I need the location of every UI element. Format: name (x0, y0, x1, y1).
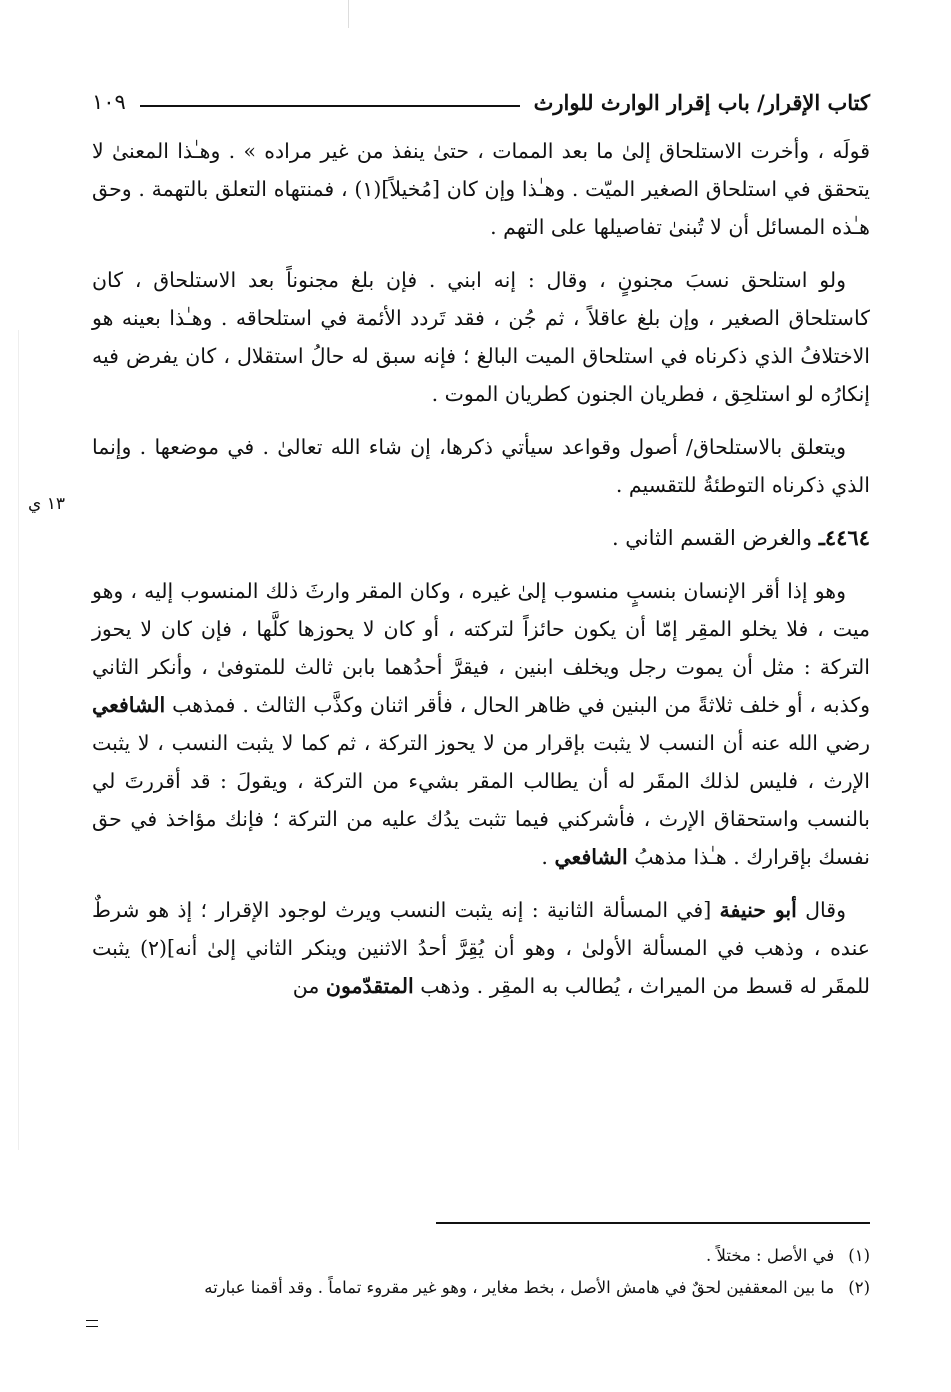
paragraph-4-end: . (541, 845, 548, 869)
header-rule (140, 105, 520, 107)
paragraph-2: ولو استلحق نسبَ مجنونٍ ، وقال : إنه ابني . فإن بلغ مجنوناً بعد الاستلحاق ، كان كاستلحاق الصغير ، وإن بلغ عاقلاً ، ثم جُن ، فقد تَردد الأئمة في استلحاقه . وهـٰذا بعينه هو الاختلافُ الذي ذكرناه في استلحاق الميت البالغ ؛ فإنه سبق له حالُ استقلال ، كان يفرض فيه إنكارُه لو استلحِق ، فطريان الجنون كطريان الموت . (92, 268, 870, 406)
page-number: ١٠٩ (92, 90, 126, 114)
main-text (92, 132, 870, 1020)
section-title: والغرض القسم الثاني . (611, 526, 813, 550)
footnote-2 (92, 1272, 870, 1304)
continuation-mark (86, 1326, 98, 1327)
paragraph-5-end: من (292, 974, 320, 998)
footnote-number: (١) (848, 1246, 870, 1265)
footnote-1 (92, 1240, 870, 1272)
running-head: كتاب الإقرار/ باب إقرار الوارث للوارث (533, 89, 870, 115)
section-heading (92, 519, 870, 557)
paragraph-4 (92, 572, 870, 876)
name-shafii: الشافعي (92, 693, 166, 717)
section-number: ٤٤٦٤ـ (818, 525, 870, 550)
name-mutaqaddimun: المتقدّمون (325, 974, 414, 998)
paragraph-5 (92, 891, 870, 1005)
page-edge (18, 330, 19, 1150)
footnote-text: في الأصل : مختلاً . (706, 1246, 835, 1265)
name-shafii-end: الشافعي (554, 845, 628, 869)
paragraph-5-text: [في المسألة الثانية : إنه يثبت النسب ويرث لوجود الإقرار ؛ إذ هو شرطٌ عنده ، وذهب في المسألة الأولىٰ ، وهو أن يُقِرَّ أحدُ الاثنين وينكر الثاني إلىٰ أنه](٢) يثبت للمقَر له قسط من الميراث ، يُطالب به المقِر . وذهب (92, 898, 870, 998)
name-abu-hanifa: أبو حنيفة (719, 898, 797, 922)
paragraph-5-prefix: وقال (805, 898, 846, 922)
footnote-rule (436, 1222, 870, 1224)
continuation-mark (86, 1320, 98, 1321)
margin-folio-note: ١٣ ي (28, 494, 65, 514)
page-header (92, 82, 870, 122)
footnotes (92, 1240, 870, 1304)
paragraph-4-text-2: رضي الله عنه أن النسب لا يثبت بإقرار من لا يحوز التركة ، ثم كما لا يثبت النسب ، لا يثبت الإرث ، فليس لذلك المقَر له أن يطالب المقر بشيء من التركة ، ويقولَ : قد أقررتَ لي بالنسب واستحقاق الإرث ، فأشركني فيما تثبت يدُك عليه من التركة ؛ فإنك مؤاخذ في حق نفسك بإقرارك . هـٰذا مذهبُ (92, 731, 870, 869)
footnote-number: (٢) (848, 1278, 870, 1297)
paragraph-4-text: وهو إذا أقر الإنسان بنسبٍ منسوب إلىٰ غيره ، وكان المقر وارثَ ذلك المنسوب إليه ، وهو ميت ، فلا يخلو المقِر إمّا أن يكون حائزاً لتركته ، أو كان لا يحوزها كلَّها ، فإن كان لا يحوز التركة : مثل أن يموت رجل ويخلف ابنين ، فيقرَّ أحدُهما بابن ثالث للمتوفىٰ ، وأنكر الثاني وكذبه ، أو خلف ثلاثةً من البنين في ظاهر الحال ، فأقر اثنان وكذَّب الثالث . فمذهب (92, 579, 870, 717)
scan-artifact (348, 0, 349, 28)
paragraph-3: ويتعلق بالاستلحاق/ أصول وقواعد سيأتي ذكرها، إن شاء الله تعالىٰ . في موضعها . وإنما الذي ذكرناه التوطئةُ للتقسيم . (92, 435, 870, 497)
footnote-text: ما بين المعقفين لحقٌ في هامش الأصل ، بخط مغاير ، وهو غير مقروء تماماً . وقد أقمنا عبارته (204, 1278, 835, 1297)
paragraph-1: قولَه ، وأخرت الاستلحاق إلىٰ ما بعد الممات ، حتىٰ ينفذ من غير مراده » . وهـٰذا المعنىٰ لا يتحقق في استلحاق الصغير الميّت . وهـٰذا وإن كان [مُخيلاً](١) ، فمنتهاه التعلق بالتهمة . وحق هـٰذه المسائل أن لا تُبنىٰ تفاصيلها على التهم . (92, 139, 871, 239)
